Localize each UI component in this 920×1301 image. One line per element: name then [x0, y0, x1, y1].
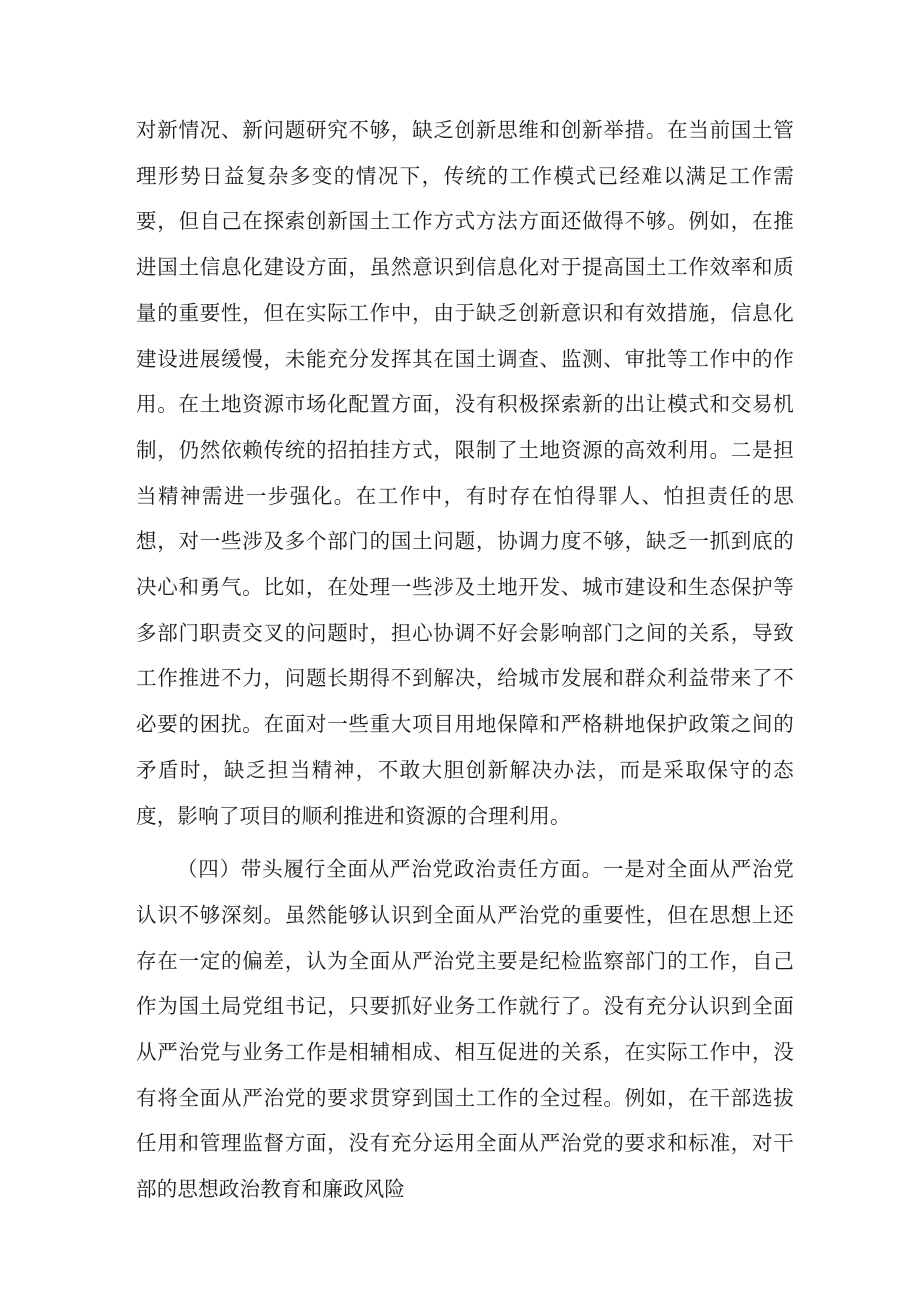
paragraph-continued: 对新情况、新问题研究不够，缺乏创新思维和创新举措。在当前国土管理形势日益复杂多变的情况下，传统的工作模式已经难以满足工作需要，但自己在探索创新国土工作方式方法方面还做得不够。例如，在推进国土信息化建设方面，虽然意识到信息化对于提高国土工作效率和质量的重要性，但在实际工作中，由于缺乏创新意识和有效措施，信息化建设进展缓慢，未能充分发挥其在国土调查、监测、审批等工作中的作用。在土地资源市场化配置方面，没有积极探索新的出让模式和交易机制，仍然依赖传统的招拍挂方式，限制了土地资源的高效利用。二是担当精神需进一步强化。在工作中，有时存在怕得罪人、怕担责任的思想，对一些涉及多个部门的国土问题，协调力度不够，缺乏一抓到底的决心和勇气。比如，在处理一些涉及土地开发、城市建设和生态保护等多部门职责交叉的问题时，担心协调不好会影响部门之间的关系，导致工作推进不力，问题长期得不到解决，给城市发展和群众利益带来了不必要的困扰。在面对一些重大项目用地保障和严格耕地保护政策之间的矛盾时，缺乏担当精神，不敢大胆创新解决办法，而是采取保守的态度，影响了项目的顺利推进和资源的合理利用。	[136, 118, 794, 828]
document-body	[136, 108, 794, 1213]
paragraph-section-four: （四）带头履行全面从严治党政治责任方面。一是对全面从严治党认识不够深刻。虽然能够认识到全面从严治党的重要性，但在思想上还存在一定的偏差，认为全面从严治党主要是纪检监察部门的工作，自己作为国土局党组书记，只要抓好业务工作就行了。没有充分认识到全面从严治党与业务工作是相辅相成、相互促进的关系，在实际工作中，没有将全面从严治党的要求贯穿到国土工作的全过程。例如，在干部选拔任用和管理监督方面，没有充分运用全面从严治党的要求和标准，对干部的思想政治教育和廉政风险	[136, 857, 794, 1202]
